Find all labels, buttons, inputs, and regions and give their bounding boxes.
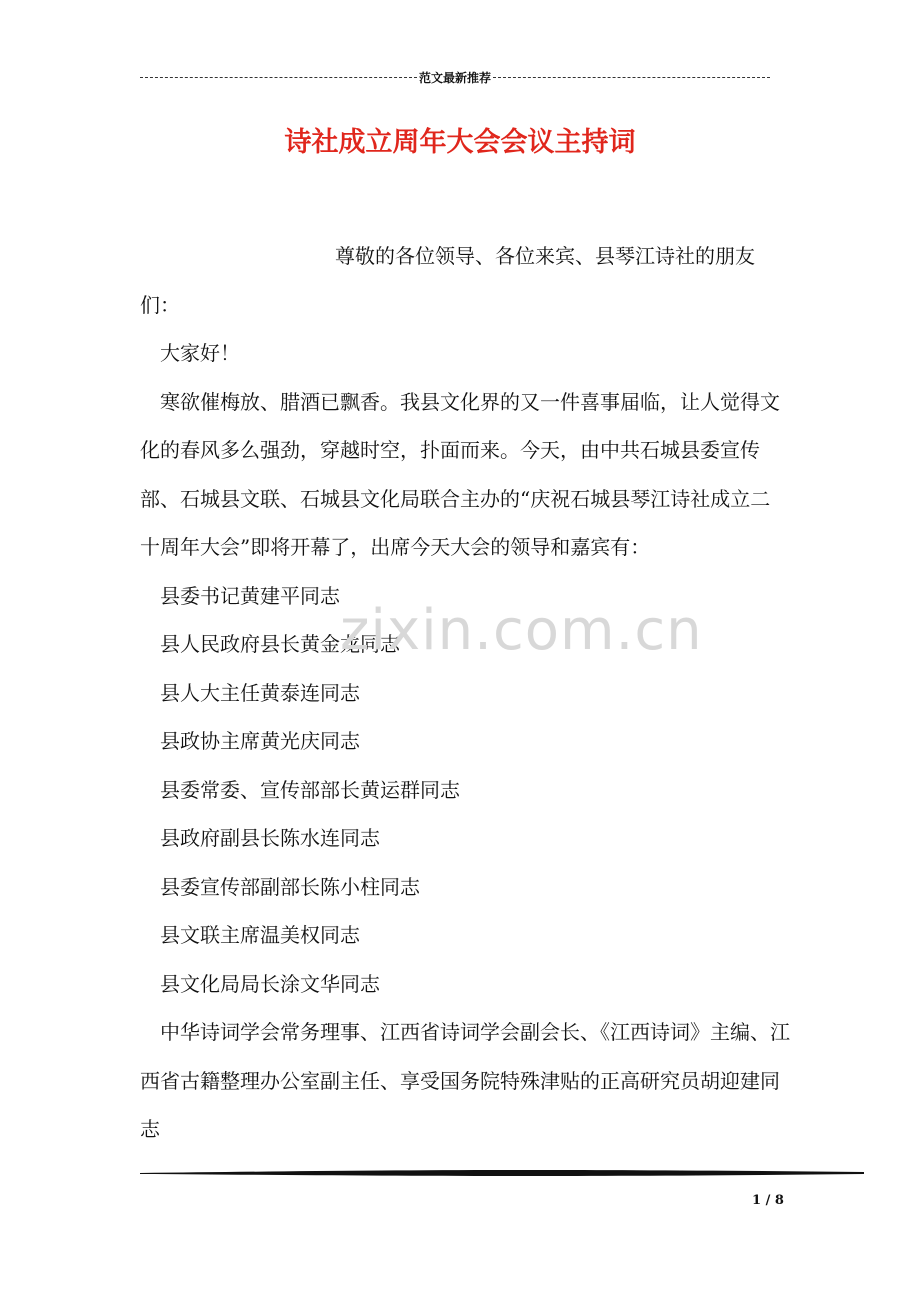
intro-paragraph: 寒欲催梅放、腊酒已飘香。我县文化界的又一件喜事届临，让人觉得文化的春风多么强劲，穿越时空，扑面而来。今天，由中共石城县委宣传部、石城县文联、石城县文化局联合主办的“庆祝石城县琴江诗社成立二十周年大会”即将开幕了，出席今天大会的领导和嘉宾有： <box>140 389 780 559</box>
greeting-paragraph: 大家好！ <box>160 341 240 365</box>
guest-item: 县文联主席温美权同志 <box>160 923 360 947</box>
guest-item: 县人大主任黄泰连同志 <box>160 680 360 705</box>
salutation-paragraph: 尊敬的各位领导、各位来宾、县琴江诗社的朋友们： <box>140 244 755 317</box>
guest-item: 县委常委、宣传部部长黄运群同志 <box>160 777 460 802</box>
page-header <box>140 68 770 86</box>
header-dashes-left <box>140 77 417 78</box>
guest-item-long: 中华诗词学会常务理事、江西省诗词学会副会长、《江西诗词》主编、江西省古籍整理办公室副主任、享受国务院特殊津贴的正高研究员胡迎建同志 <box>140 1020 790 1141</box>
guest-item: 县委宣传部副部长陈小柱同志 <box>160 874 420 899</box>
watermark: zixin.com.cn <box>340 598 703 663</box>
header-label: 范文最新推荐 <box>419 70 492 85</box>
guest-item: 县政府副县长陈水连同志 <box>160 826 380 850</box>
header-dashes-right <box>493 77 770 78</box>
guest-item: 县政协主席黄光庆同志 <box>160 729 360 753</box>
guest-item: 县人民政府县长黄金龙同志 <box>160 632 400 656</box>
document-title: 诗社成立周年大会会议主持词 <box>284 127 636 158</box>
document-body <box>140 232 790 1154</box>
guest-item: 县委书记黄建平同志 <box>160 583 340 608</box>
footer-rule <box>140 1166 864 1180</box>
guest-item: 县文化局局长涂文华同志 <box>160 971 380 996</box>
page-number: 1 / 8 <box>752 1193 784 1208</box>
